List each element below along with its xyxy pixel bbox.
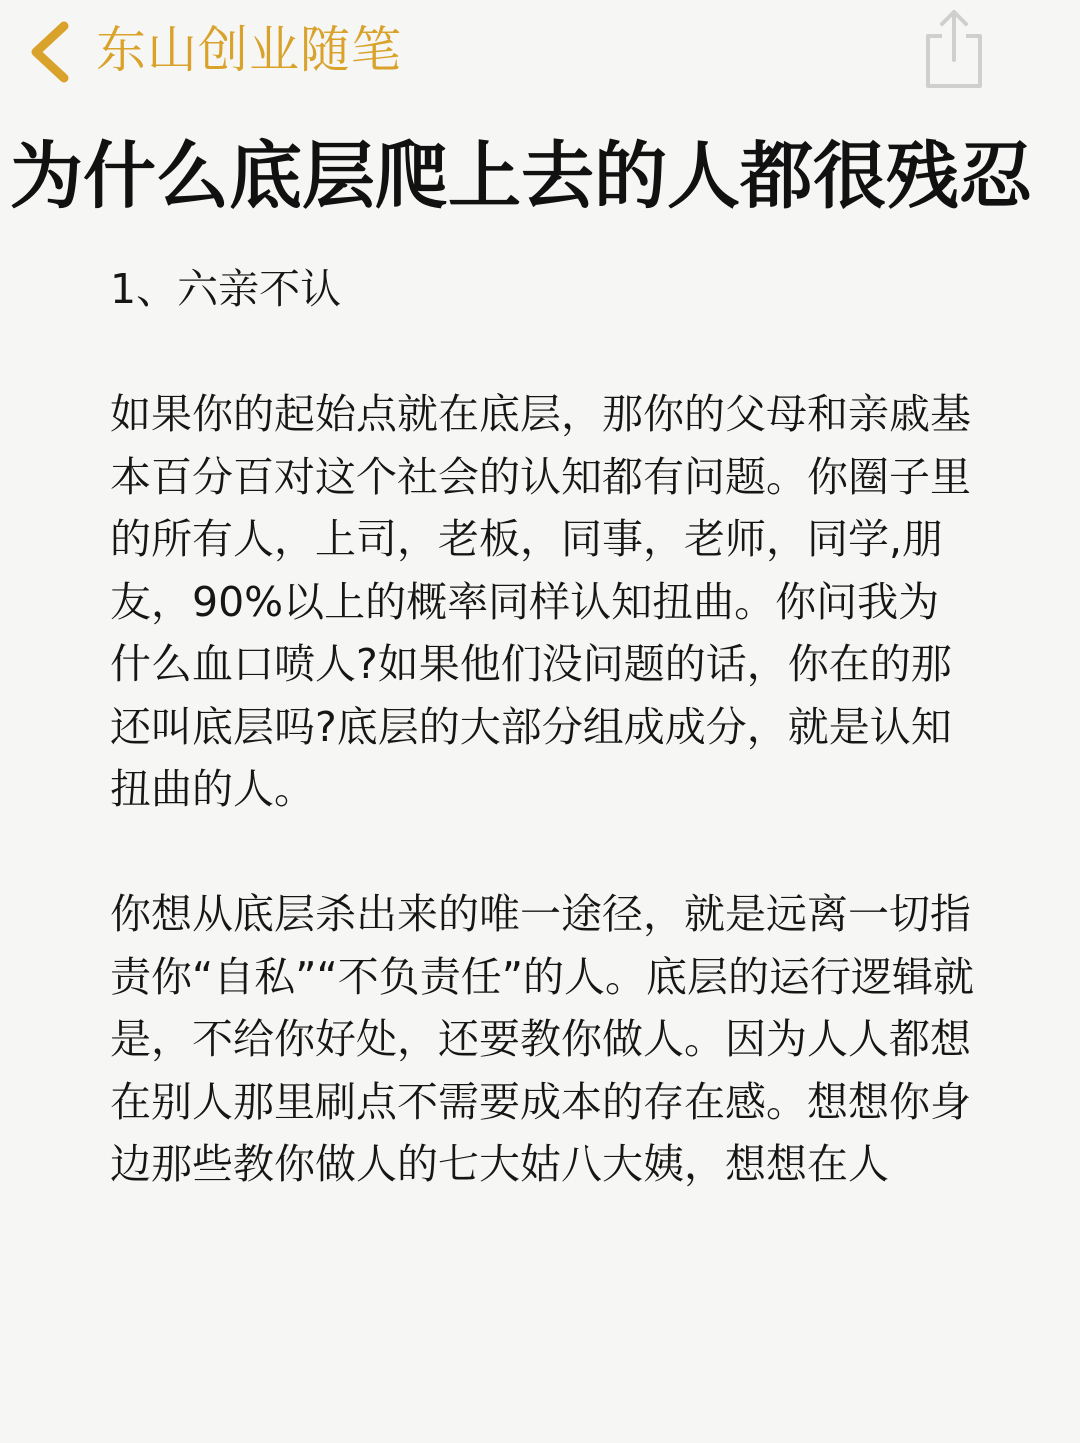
chevron-left-icon — [24, 16, 78, 88]
top-navigation-bar — [0, 0, 1080, 100]
share-icon — [918, 8, 988, 90]
notes-folder-title[interactable]: 东山创业随笔 — [96, 21, 402, 79]
note-body[interactable] — [110, 258, 980, 1196]
share-button[interactable] — [918, 8, 988, 90]
section-heading: 1、六亲不认 — [110, 265, 342, 313]
paragraph-2: 你想从底层杀出来的唯一途径，就是远离一切指责你“自私”“不负责任”的人。底层的运行逻辑就是，不给你好处，还要教你做人。因为人人都想在别人那里刷点不需要成本的存在感。想想你身边那些教你做人的七大姑八大姨，想想在人 — [110, 890, 974, 1188]
blank-line — [110, 821, 980, 884]
note-headline: 为什么底层爬上去的人都很残忍 — [10, 134, 1032, 219]
blank-line — [110, 321, 980, 384]
paragraph-1: 如果你的起始点就在底层，那你的父母和亲戚基本百分百对这个社会的认知都有问题。你圈子里的所有人，上司，老板，同事，老师，同学,朋友，90%以上的概率同样认知扭曲。你问我为什么血口喷人?如果他们没问题的话，你在的那还叫底层吗?底层的大部分组成成分，就是认知扭曲的人。 — [110, 390, 971, 813]
back-button[interactable] — [24, 16, 78, 88]
